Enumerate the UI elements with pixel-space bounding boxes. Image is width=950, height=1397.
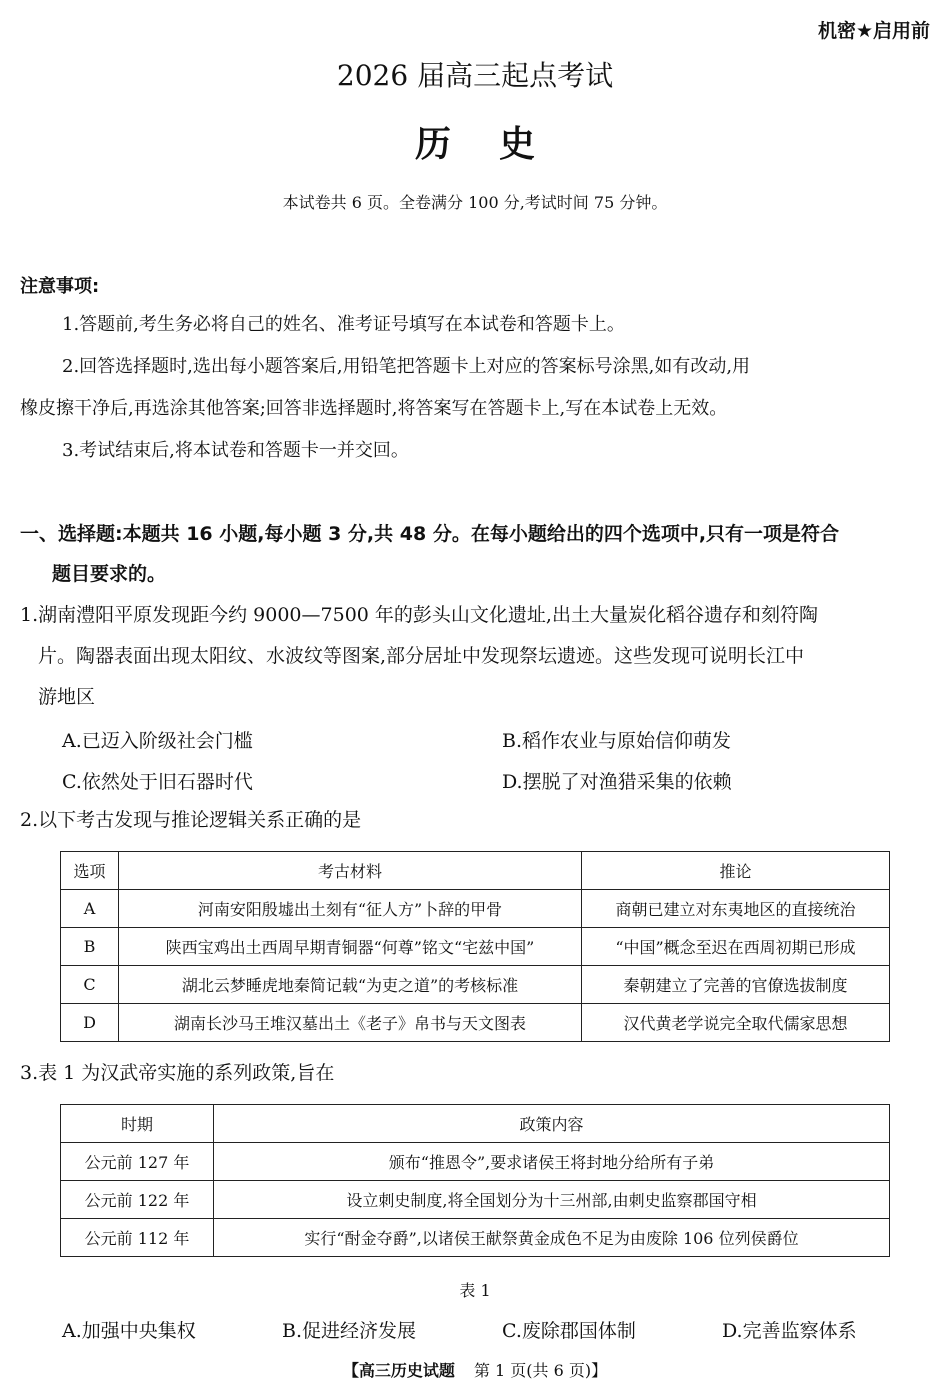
notice-item-1: 1.答题前,考生务必将自己的姓名、准考证号填写在本试卷和答题卡上。	[62, 314, 625, 335]
table-cell: 秦朝建立了完善的官僚选拔制度	[582, 966, 890, 1004]
table-cell: C	[61, 966, 119, 1004]
table-cell: 公元前 127 年	[61, 1143, 214, 1181]
section-heading-line-2: 题目要求的。	[52, 563, 167, 585]
table-row	[61, 1219, 890, 1257]
q3-option-c: C.废除郡国体制	[502, 1320, 636, 1342]
table-cell: “中国”概念至迟在西周初期已形成	[582, 928, 890, 966]
table-cell: 河南安阳殷墟出土刻有“征人方”卜辞的甲骨	[119, 890, 582, 928]
table-cell: 湖北云梦睡虎地秦简记载“为吏之道”的考核标准	[119, 966, 582, 1004]
q1-option-c: C.依然处于旧石器时代	[62, 771, 253, 793]
table-header-row	[61, 852, 890, 890]
table-caption: 表 1	[459, 1281, 491, 1300]
table-header-cell: 考古材料	[119, 852, 582, 890]
q3-option-a: A.加强中央集权	[62, 1320, 196, 1342]
footer-title: 【高三历史试题	[342, 1361, 455, 1380]
confidential-label: 机密★启用前	[817, 20, 930, 42]
q1-option-d: D.摆脱了对渔猎采集的依赖	[502, 771, 732, 793]
table-header-cell: 推论	[582, 852, 890, 890]
q3-stem: 3.表 1 为汉武帝实施的系列政策,旨在	[20, 1062, 335, 1084]
table-cell: A	[61, 890, 119, 928]
table-row	[61, 1004, 890, 1042]
q2-table	[60, 851, 890, 1042]
notice-item-2-line-1: 2.回答选择题时,选出每小题答案后,用铅笔把答题卡上对应的答案标号涂黑,如有改动,用	[62, 356, 751, 377]
table-row	[61, 966, 890, 1004]
table-row	[61, 890, 890, 928]
table-cell: 陕西宝鸡出土西周早期青铜器“何尊”铭文“宅兹中国”	[119, 928, 582, 966]
footer-page-number: 第 1 页(共 6 页)】	[473, 1361, 608, 1380]
notice-item-3: 3.考试结束后,将本试卷和答题卡一并交回。	[62, 440, 409, 461]
table-row	[61, 928, 890, 966]
table-cell: 颁布“推恩令”,要求诸侯王将封地分给所有子弟	[214, 1143, 890, 1181]
table-header-cell: 时期	[61, 1105, 214, 1143]
q3-option-b: B.促进经济发展	[282, 1320, 417, 1342]
table-header-cell: 选项	[61, 852, 119, 890]
table-cell: 实行“酎金夺爵”,以诸侯王献祭黄金成色不足为由废除 106 位列侯爵位	[214, 1219, 890, 1257]
table-row	[61, 1181, 890, 1219]
notice-item-2-line-2: 橡皮擦干净后,再选涂其他答案;回答非选择题时,将答案写在答题卡上,写在本试卷上无效。	[20, 398, 728, 419]
page-footer	[0, 1358, 950, 1381]
exam-title: 2026 届高三起点考试	[336, 59, 614, 92]
q1-option-a: A.已迈入阶级社会门槛	[62, 730, 253, 752]
q2-stem: 2.以下考古发现与推论逻辑关系正确的是	[20, 809, 362, 831]
table-header-cell: 政策内容	[214, 1105, 890, 1143]
table-header-row	[61, 1105, 890, 1143]
exam-info: 本试卷共 6 页。全卷满分 100 分,考试时间 75 分钟。	[282, 193, 668, 212]
notice-heading: 注意事项:	[20, 276, 100, 297]
table-cell: B	[61, 928, 119, 966]
table-cell: 公元前 122 年	[61, 1181, 214, 1219]
q1-stem-line-2: 片。陶器表面出现太阳纹、水波纹等图案,部分居址中发现祭坛遗迹。这些发现可说明长江中	[38, 645, 805, 667]
q1-option-b: B.稻作农业与原始信仰萌发	[502, 730, 732, 752]
section-heading-line-1: 一、选择题:本题共 16 小题,每小题 3 分,共 48 分。在每小题给出的四个选项中,只有一项是符合	[20, 523, 840, 545]
table-cell: 公元前 112 年	[61, 1219, 214, 1257]
q3-table	[60, 1104, 890, 1257]
q1-stem-line-3: 游地区	[38, 686, 96, 708]
table-cell: 设立刺史制度,将全国划分为十三州部,由刺史监察郡国守相	[214, 1181, 890, 1219]
q3-option-d: D.完善监察体系	[722, 1320, 857, 1342]
table-cell: 湖南长沙马王堆汉墓出土《老子》帛书与天文图表	[119, 1004, 582, 1042]
table-cell: D	[61, 1004, 119, 1042]
table-cell: 商朝已建立对东夷地区的直接统治	[582, 890, 890, 928]
table-row	[61, 1143, 890, 1181]
table-cell: 汉代黄老学说完全取代儒家思想	[582, 1004, 890, 1042]
subject-title: 历史	[414, 123, 583, 165]
q1-stem-line-1: 1.湖南澧阳平原发现距今约 9000—7500 年的彭头山文化遗址,出土大量炭化稻谷遗存和刻符陶	[20, 604, 818, 626]
